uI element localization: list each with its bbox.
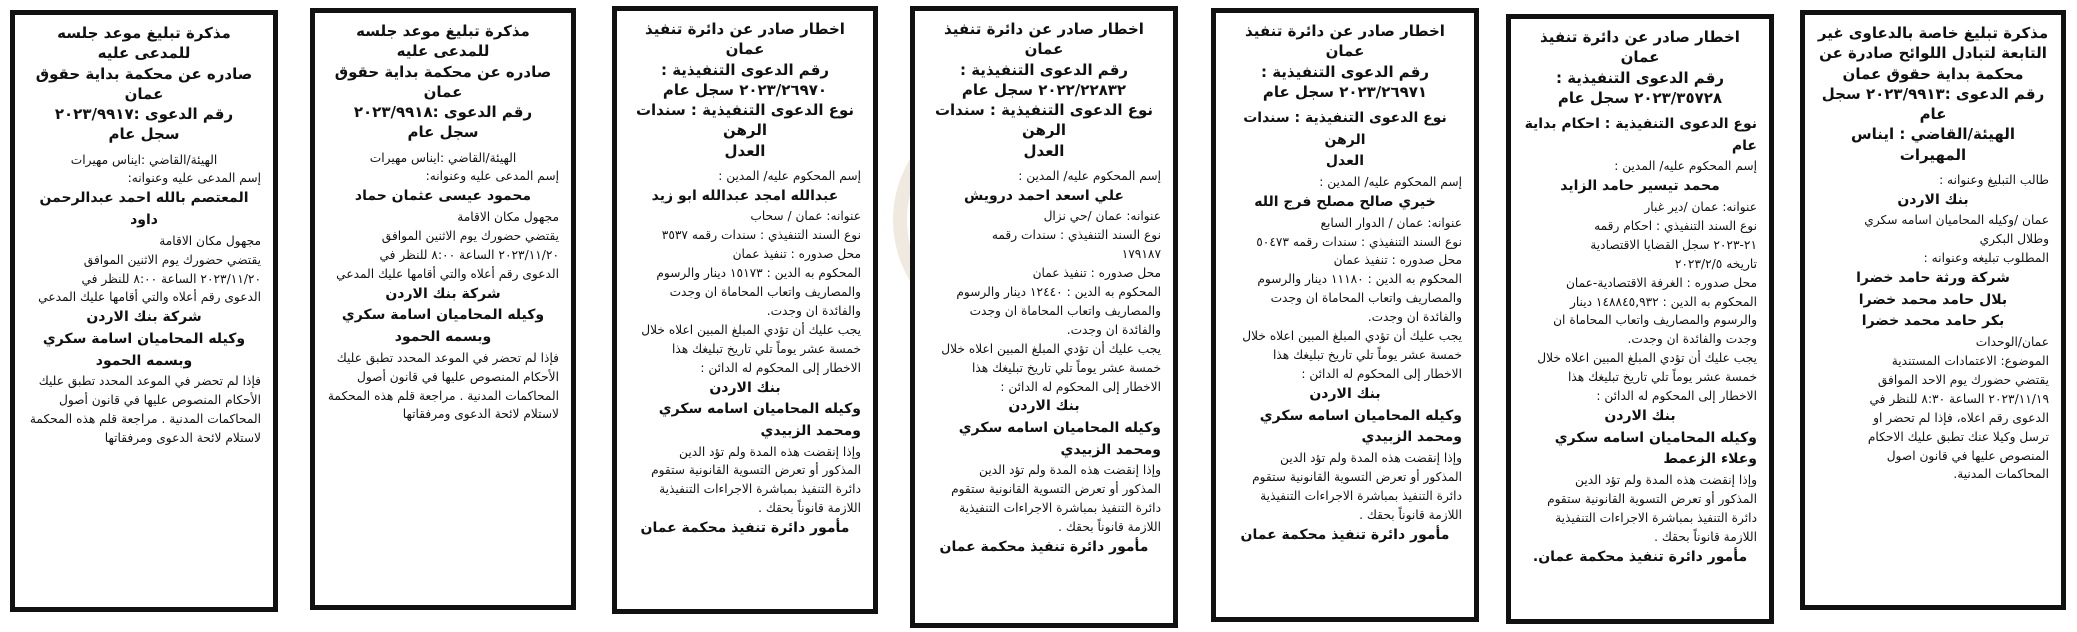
notice-line: فإذا لم تحضر في الموعد المحدد تطبق عليك [336,350,559,365]
notice-line: طالب التبليغ وعنوانه : [1939,172,2049,187]
notice-line: عنوانه: عمان / سحاب [750,209,861,224]
heading-line: اخطار صادر عن دائرة تنفيذ عمان [1245,22,1445,61]
notice-line: محل صدوره : الغرفة الاقتصادية-عمان [1565,275,1757,290]
heading-line: رقم الدعوى التنفيذية : [660,60,830,79]
notice-line: والفائدة ان وجدت. [1066,322,1161,337]
notice-line: المحاكمات المدنية. [1953,467,2049,482]
notice-box [612,6,878,614]
notice-line: وكيله المحاميان اسامة سكري وبسمه الحمود [42,331,246,369]
notice-line: إسم المحكوم عليه/ المدين : [1319,175,1462,190]
notice-line: بنك الاردن [1897,191,1969,208]
notice-line: المعتصم بالله احمد عبدالرحمن داود [39,190,249,228]
notice-line: المحكوم به الدين : ١٤٨٨٤٥,٩٣٢ دينار [1569,294,1757,309]
notice-line: دائرة التنفيذ بمباشرة الاجراءات التنفيذية [959,501,1161,516]
heading-line: صادره عن محكمة بداية حقوق عمان [334,62,552,101]
notice-line: بنك الاردن [1008,398,1080,415]
notice-line: ١٧٩١٨٧ [1121,247,1161,262]
heading-line: اخطار صادر عن دائرة تنفيذ عمان [944,20,1144,59]
notice-line: لاستلام لائحة الدعوى ومرفقاتها [104,431,261,446]
notice-line: المذكور أو تعرض التسوية القانونية ستقوم [651,463,861,478]
notice-line: وكيله المحاميان اسامه سكري ومحمد الزبيدي [958,420,1161,458]
notice-line: عنوانه: عمان /حي نزال [1043,209,1161,224]
notice-line: المنصوص عليها في قانون اصول [1886,448,2049,463]
notice-line: ٢٠٢٣/١١/٢٠ الساعة ٨:٠٠ للنظر في [81,271,261,286]
notice-line: محل صدوره : تنفيذ عمان [1032,266,1161,281]
notice-line: المذكور أو تعرض التسوية القانونية ستقوم [1252,469,1462,484]
notice-line: ترسل وكيلا عنك تطبق عليك الاحكام [1867,429,2049,444]
notice-line: بنك الاردن [709,379,781,396]
notice-line: عمان/الوحدات [1975,335,2049,350]
notice-box [910,6,1178,628]
notice-line: عنوانه: عمان /دير غبار [1644,199,1757,214]
notice-line: خيري صالح مصلح فرج الله [1254,193,1436,210]
notice-line: اللازمة قانوناً بحقك . [758,501,861,516]
notice-line: إسم المحكوم عليه/ المدين : [1614,159,1757,174]
heading-line: سجل عام [108,125,180,144]
notice-line: مأمور دائرة تنفيذ محكمة عمان [640,520,850,537]
notice-line: وكيله المحاميان اسامه سكري ومحمد الزبيدي [1259,407,1462,446]
notice-line: يجب عليك أن تؤدي المبلغ المبين اعلاه خلال [941,341,1161,356]
notice-line: بنك الاردن [1604,407,1676,424]
notice-line: إسم المدعى عليه وعنوانه: [425,169,559,184]
notice-line: الهيئة/القاضي :ايناس مهيرات [369,150,517,165]
notice-line: المحكوم به الدين : ١٢٤٤٠ دينار والرسوم [956,284,1161,299]
notice-line: خمسة عشر يوماً تلي تاريخ تبليغك هذا [671,341,861,356]
notice-line: يقتضي حضورك يوم الاثنين الموافق [83,252,261,267]
notice-heading [629,19,861,161]
notice-line: عمان /وكيله المحاميان اسامه سكري [1864,213,2049,228]
notice-line: ٢٠٢٣/١١/٢٠ الساعة ٨:٠٠ للنظر في [379,247,559,262]
notice-line: شركة بنك الاردن [86,309,202,326]
notice-line: وإذا إنقضت هذه المدة ولم تؤد الدين [979,463,1161,478]
heading-line: مذكرة تبليغ خاصة بالدعاوى غير [1817,24,2049,42]
notice-line: لاستلام لائحة الدعوى ومرفقاتها [402,407,559,422]
notice-line: وإذا إنقضت هذه المدة ولم تؤد الدين [1280,450,1462,465]
heading-line: ٢٠٢٣/٣٥٧٢٨ سجل عام [1557,88,1723,107]
notice-line: عبدالله امجد عبدالله ابو زيد [651,187,839,204]
notice-line: يقتضي حضورك يوم الاحد الموافق [1877,372,2049,387]
notice-line: مجهول مكان الاقامة [159,233,261,248]
notice-line: وطلال البكري [1979,232,2049,247]
heading-line: رقم الدعوى :٢٠٢٣/٩٩١٨ [353,103,533,121]
heading-line: نوع الدعوى التنفيذية : سندات الرهن [934,101,1154,140]
notice-line: يجب عليك أن تؤدي المبلغ المبين اعلاه خلال [1537,351,1757,366]
heading-line: الهيئة/القاضي : ايناس المهيرات [1850,125,2016,164]
notice-line: وكيله المحاميان اسامه سكري وعلاء الزعمط [1554,429,1757,468]
notice-heading [327,21,559,143]
notice-line: المحاكمات المدنية . مراجعة قلم هذه المحكمة [29,412,261,427]
notice-line: الدعوى رقم اعلاه، فإذا لم تحضر او [1873,410,2049,425]
notice-line: اللازمة قانوناً بحقك . [1359,507,1462,522]
notice-line: خمسة عشر يوماً تلي تاريخ تبليغك هذا [1567,370,1757,385]
notice-line: نوع السند التنفيذي : سندات رقمه [991,228,1161,243]
notice-box [10,10,278,612]
notice-line: علي اسعد احمد درويش [964,187,1124,204]
notice-line: والفائدة ان وجدت. [1367,310,1462,325]
heading-line: العدل [1023,141,1065,160]
notice-line: المطلوب تبليغه وعنوانه : [1923,251,2049,266]
notice-heading [1228,21,1462,102]
heading-line: رقم الدعوى :٢٠٢٣/٩٩١٧ [54,105,234,123]
notice-line: فإذا لم تحضر في الموعد المحدد تطبق عليك [38,374,261,389]
notice-line: مأمور دائرة تنفيذ محكمة عمان. [1532,548,1748,565]
heading-line: رقم الدعوى :٢٠٢٣/٩٩١٣ سجل عام [1821,84,2045,123]
notice-line: دائرة التنفيذ بمباشرة الاجراءات التنفيذية [1260,488,1462,503]
notice-line: يقتضي حضورك يوم الاثنين الموافق [381,228,559,243]
notice-line: مجهول مكان الاقامة [457,210,559,224]
notice-line: اللازمة قانوناً بحقك . [1654,529,1757,544]
notice-line: عنوانه: عمان / الدوار السابع [1320,215,1462,230]
notice-line: والفائدة ان وجدت. [766,303,861,318]
notice-line: نوع الدعوى التنفيذية : احكام بداية عام [1524,116,1757,154]
notice-line: الهيئة/القاضي :ايناس مهيرات [70,152,218,167]
notice-line: خمسة عشر يوماً تلي تاريخ تبليغك هذا [1272,348,1462,362]
heading-line: ٢٠٢٣/٢٦٩٧١ سجل عام [1262,82,1428,101]
notice-line: شركة ورثة حامد خضرا [1856,270,2010,287]
notice-line: والمصاريف واتعاب المحاماة ان وجدت [969,303,1161,318]
heading-line: العدل [724,141,766,160]
heading-line: اخطار صادر عن دائرة تنفيذ عمان [1540,28,1740,67]
notice-line: نوع السند التنفيذي : سندات رقمه ٣٥٣٧ [661,228,861,243]
notice-line: وإذا إنقضت هذه المدة ولم تؤد الدين [1575,473,1757,487]
notice-line: الاخطار إلى المحكوم له الدائن : [700,360,861,375]
notice-line: الاخطار إلى المحكوم له الدائن : [1596,389,1757,404]
heading-line: صادره عن محكمة بداية حقوق عمان [35,64,253,103]
heading-line: رقم الدعوى التنفيذية : [959,60,1129,79]
heading-line: سجل عام [407,123,479,142]
notice-line: والمصاريف واتعاب المحاماة ان وجدت [669,284,861,299]
notice-box [1800,10,2066,610]
heading-line: ٢٠٢٣/٢٦٩٧٠ سجل عام [662,80,828,99]
notice-line: نوع الدعوى التنفيذية : سندات الرهن [1243,110,1447,148]
notice-line: المحكوم به الدين : ١١١٨٠ دينار والرسوم [1257,272,1462,287]
notice-line: مأمور دائرة تنفيذ محكمة عمان [939,539,1149,556]
notice-line: المذكور أو تعرض التسوية القانونية ستقوم [1547,491,1757,506]
heading-line: نوع الدعوى التنفيذية : سندات الرهن [635,101,855,140]
notice-line: نوع السند التنفيذي : سندات رقمه ٥٠٤٧٣ [1256,234,1462,249]
heading-line: مذكرة تبليغ موعد جلسه للمدعى عليه [356,22,530,61]
notice-line: الأحكام المنصوص عليها في قانون أصول [356,369,559,384]
notice-line: وجدت والفائدة ان وجدت. [1627,332,1757,347]
notice-line: بكر حامد محمد خضرا [1861,313,2005,330]
notice-line: محمود عيسى عثمان حماد [354,188,532,205]
notice-line: بلال حامد محمد خضرا [1858,291,2008,308]
notice-line: إسم المدعى عليه وعنوانه: [127,171,261,186]
notice-line: يجب عليك أن تؤدي المبلغ المبين اعلاه خلال [641,322,861,337]
notice-line: العدل [1325,153,1365,170]
notice-line: الدعوى رقم أعلاه والتي أقامها عليك المدعي [336,266,559,281]
heading-line: مذكرة تبليغ موعد جلسه للمدعى عليه [57,24,231,63]
notice-line: يجب عليك أن تؤدي المبلغ المبين اعلاه خلال [1242,329,1462,344]
heading-line: التابعة لتبادل اللوائح صادرة عن [1819,44,2047,63]
notice-heading [1523,27,1757,108]
heading-line: ٢٠٢٢/٢٢٨٣٢ سجل عام [961,80,1127,99]
notice-line: دائرة التنفيذ بمباشرة الاجراءات التنفيذية [1555,510,1757,525]
notice-line: نوع السند التنفيذي : احكام رقمه [1594,218,1757,233]
notice-line: الأحكام المنصوص عليها في قانون أصول [58,393,261,408]
notice-line: دائرة التنفيذ بمباشرة الاجراءات التنفيذية [659,482,861,497]
notice-line: المحاكمات المدنية . مراجعة قلم هذه المحكمة [327,388,559,403]
notice-line: شركة بنك الاردن [385,285,501,302]
notice-line: وإذا إنقضت هذه المدة ولم تؤد الدين [679,444,861,459]
notice-line: مأمور دائرة تنفيذ محكمة عمان [1240,526,1450,543]
notice-line: اللازمة قانوناً بحقك . [1058,520,1161,535]
notice-box [310,8,576,610]
notice-line: والمصاريف واتعاب المحاماة ان وجدت [1270,291,1462,306]
notice-line: ٢١-٢٠٢٣ سجل القضايا الاقتصادية [1590,237,1757,252]
notice-line: الاخطار إلى المحكوم له الدائن : [1301,366,1462,381]
notice-line: بنك الاردن [1309,385,1381,402]
notice-line: خمسة عشر يوماً تلي تاريخ تبليغك هذا [971,360,1161,375]
notice-heading [1817,23,2049,165]
notice-heading [27,23,261,145]
heading-line: رقم الدعوى التنفيذية : [1555,68,1725,87]
notice-line: المحكوم به الدين : ١٥١٧٣ دينار والرسوم [656,266,861,281]
notice-line: محل صدوره : تنفيذ عمان [1333,253,1462,268]
notice-line: الدعوى رقم أعلاه والتي أقامها عليك المدعي [38,290,261,305]
notice-box [1506,14,1774,624]
notice-box [1211,8,1479,622]
notice-line: وكيله المحاميان اسامة سكري وبسمه الحمود [341,307,545,345]
heading-line: اخطار صادر عن دائرة تنفيذ عمان [645,20,845,59]
notice-line: تاريخه ٢٠٢٣/٢/٥ [1674,256,1757,271]
heading-line: رقم الدعوى التنفيذية : [1260,62,1430,81]
heading-line: محكمة بداية حقوق عمان [1842,64,2024,83]
notice-line: المذكور أو تعرض التسوية القانونية ستقوم [951,482,1161,497]
notice-line: إسم المحكوم عليه/ المدين : [1018,168,1161,183]
notice-line: محل صدوره : تنفيذ عمان [732,247,861,262]
notice-line: وكيله المحاميان اسامه سكري ومحمد الزبيدي [658,401,861,439]
notice-heading [927,19,1161,161]
notice-line: والرسوم والمصاريف واتعاب المحاماة ان [1553,313,1757,328]
notice-line: إسم المحكوم عليه/ المدين : [718,168,861,183]
notice-line: ٢٠٢٣/١١/١٩ الساعة ٨:٣٠ للنظر في [1869,391,2049,406]
notice-line: الموضوع: الاعتمادات المستندية [1891,354,2049,369]
notice-line: الاخطار إلى المحكوم له الدائن : [1000,379,1161,394]
notice-line: محمد تيسير حامد الزايد [1560,178,1720,195]
